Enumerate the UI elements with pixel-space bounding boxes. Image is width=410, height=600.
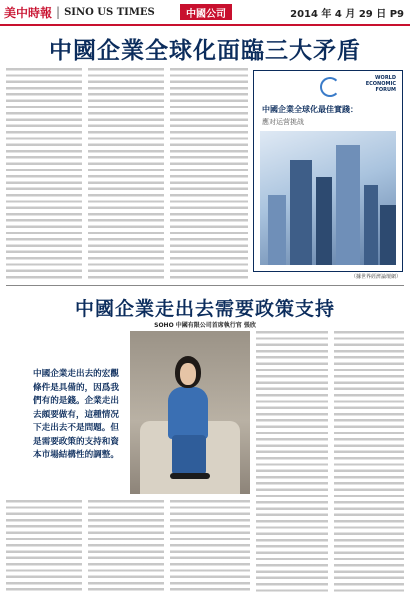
article2-column-bottom-1: [6, 500, 82, 593]
skyline-building: [364, 185, 378, 265]
article1-headline[interactable]: 中國企業全球化面臨三大矛盾: [49, 37, 361, 64]
masthead-divider: [0, 24, 410, 26]
wef-logo-line-3: FORUM: [375, 87, 396, 93]
wef-logo: [322, 75, 396, 101]
sidebar-subtitle: 應对运营挑战: [262, 118, 304, 126]
wef-report-sidebar[interactable]: [253, 70, 403, 272]
photo-figure-shoes: [170, 473, 210, 479]
wef-logo-arc-icon: [320, 77, 340, 97]
skyline-building: [268, 195, 286, 265]
sidebar-title: 中國企業全球化最佳實踐：: [262, 105, 358, 114]
photo-figure-face: [180, 363, 196, 385]
article2-column-right-1: [256, 331, 328, 593]
brand-english-name: SINO US TIMES: [64, 6, 155, 18]
article-divider: [6, 285, 404, 286]
article1-credit: （據世界經濟論壇網）: [350, 274, 401, 280]
report-cover-image: [260, 131, 396, 265]
masthead-bar: [0, 0, 410, 24]
skyline-building: [316, 177, 332, 265]
issue-date-page: 2014 年 4 月 29 日 P9: [290, 9, 404, 20]
article1-column-1: [6, 68, 82, 280]
skyline-building: [290, 160, 312, 265]
article2-byline: SOHO 中國有限公司首席執行官 張欣: [154, 322, 256, 329]
article2-column-bottom-3: [170, 500, 250, 593]
article1-column-2: [88, 68, 164, 280]
brand-separator: |: [56, 5, 61, 19]
brand-chinese-name: 美中時報: [4, 5, 53, 20]
photo-figure-legs: [172, 435, 206, 475]
article2-column-right-2: [334, 331, 404, 593]
article1-column-3: [170, 68, 248, 280]
section-label[interactable]: 中國公司: [180, 4, 232, 20]
photo-figure-dress: [168, 387, 208, 439]
skyline-building: [336, 145, 360, 265]
wef-logo-line-2: ECONOMIC: [365, 81, 396, 87]
article2-headline[interactable]: 中國企業走出去需要政策支持: [74, 298, 335, 320]
article2-pullquote: 中國企業走出去的宏觀條件是具備的，因爲我們有的是錢。企業走出去頗要做有，這種情况下走出去不是問題。但是需要政策的支持和資本市場結構性的調整。: [33, 369, 119, 460]
article2-column-bottom-2: [88, 500, 164, 593]
masthead-brand[interactable]: [0, 0, 155, 24]
skyline-building: [380, 205, 396, 265]
author-photo: [130, 331, 250, 494]
wef-logo-line-1: WORLD: [375, 75, 396, 81]
